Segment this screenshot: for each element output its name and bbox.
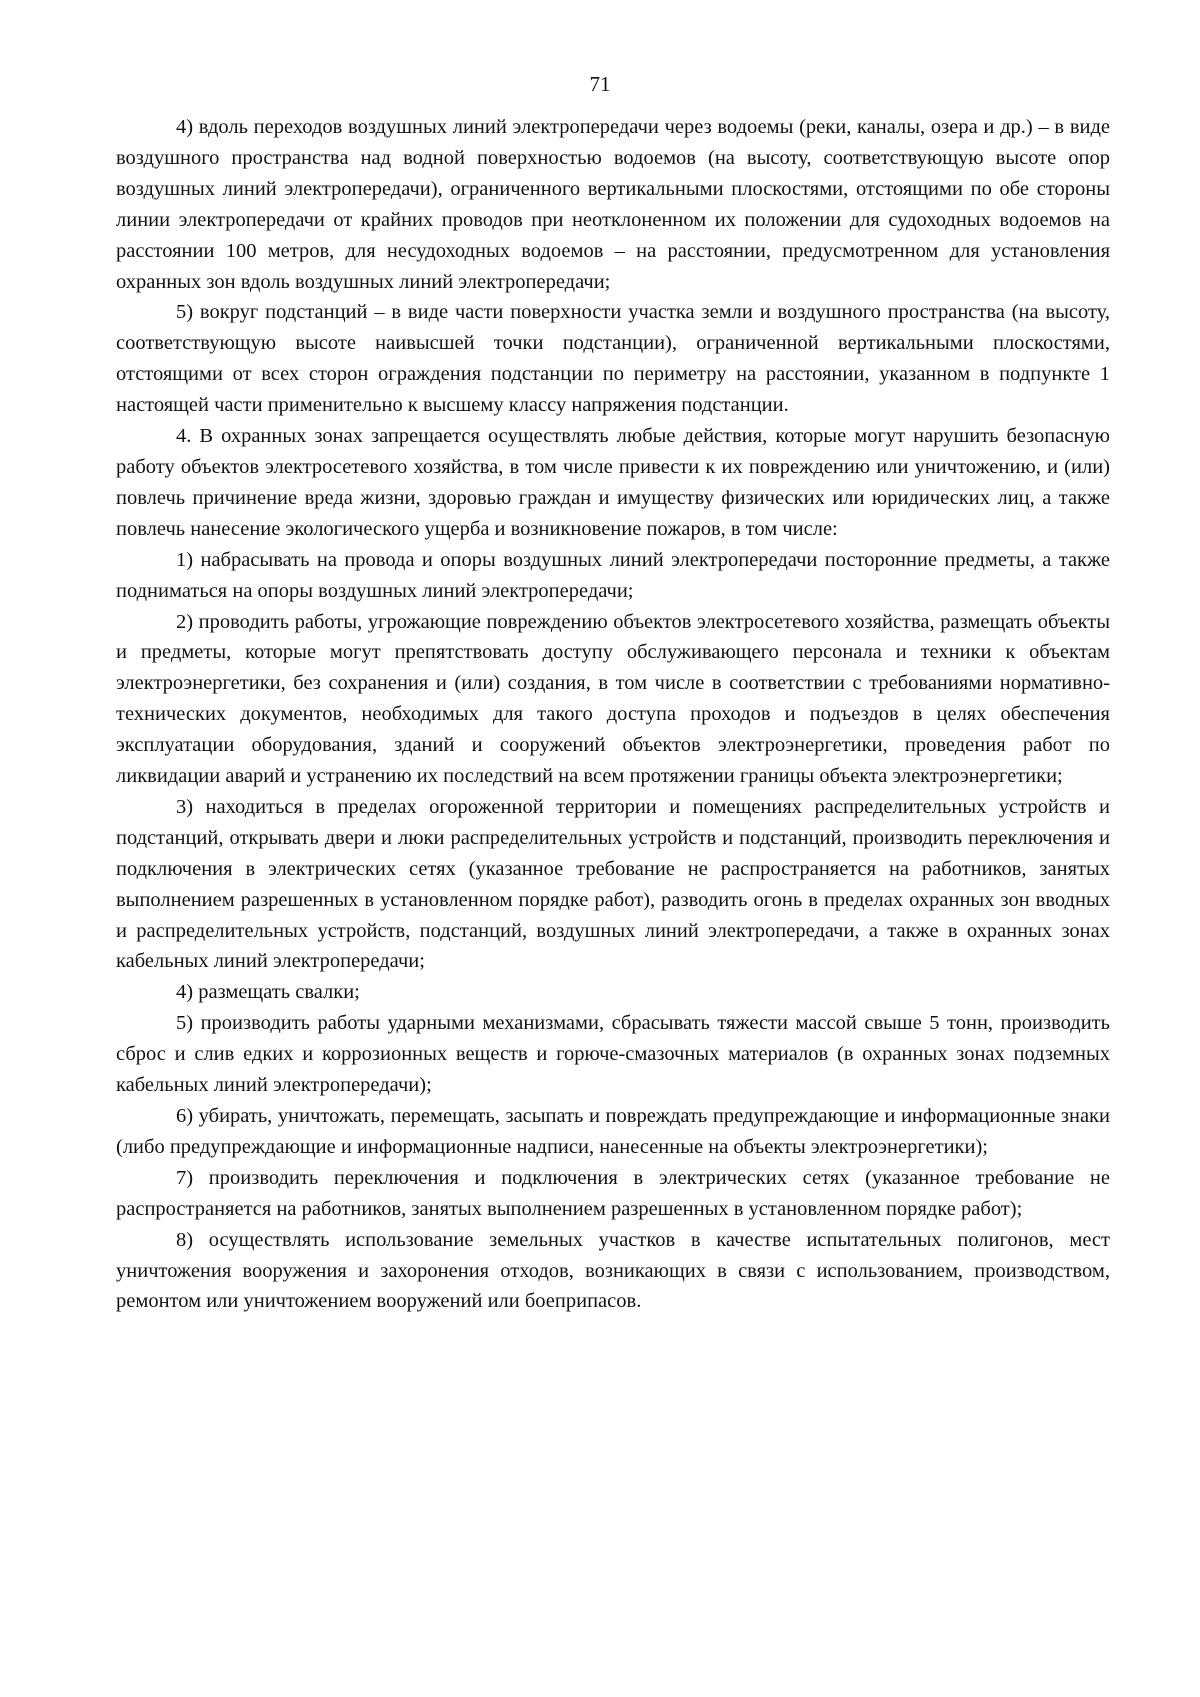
paragraph-prohibition-8: 8) осуществлять использование земельных участков в качестве испытательных полигонов, мест уничтожения вооружения и захоронения отходов, возникающих в связи с использованием, производством, ремонтом или уничтожением вооружений или боеприпасов.	[116, 1228, 1110, 1313]
paragraph-prohibition-2: 2) проводить работы, угрожающие повреждению объектов электросетевого хозяйства, размещать объекты и предметы, которые могут препятствовать доступу обслуживающего персонала и техники к объектам электроэнергетики, без сохранения и (или) создания, в том числе в соответствии с требованиями нормативно-технических документов, необходимых для такого доступа проходов и подъездов в целях обеспечения эксплуатации оборудования, зданий и сооружений объектов электроэнергетики, проведения работ по ликвидации аварий и устранению их последствий на всем протяжении границы объекта электроэнергетики;	[116, 610, 1110, 788]
paragraph-item-5-substations: 5) вокруг подстанций – в виде части поверхности участка земли и воздушного пространства (на высоту, соответствующую высоте наивысшей точки подстанции), ограниченной вертикальными плоскостями, отстоящими от всех сторон ограждения подстанции по периметру на расстоянии, указанном в подпункте 1 настоящей части применительно к высшему классу напряжения подстанции.	[116, 301, 1110, 417]
paragraph-prohibition-6: 6) убирать, уничтожать, перемещать, засыпать и повреждать предупреждающие и информационные знаки (либо предупреждающие и информационные надписи, нанесенные на объекты электроэнергетики);	[116, 1105, 1110, 1158]
paragraph-prohibition-7: 7) производить переключения и подключения в электрических сетях (указанное требование не распространяется на работников, занятых выполнением разрешенных в установленном порядке работ);	[116, 1166, 1110, 1220]
page-number: 71	[589, 72, 611, 96]
paragraph-item-4-water-crossings: 4) вдоль переходов воздушных линий электропередачи через водоемы (реки, каналы, озера и др.) – в виде воздушного пространства над водной поверхностью водоемов (на высоту, соответствующую высоте опор воздушных линий электропередачи), ограниченного вертикальными плоскостями, отстоящими по обе стороны линии электропередачи от крайних проводов при неотклоненном их положении для судоходных водоемов на расстоянии 100 метров, для несудоходных водоемов – на расстоянии, предусмотренном для установления охранных зон вдоль воздушных линий электропередачи;	[116, 116, 1110, 293]
paragraph-prohibition-5: 5) производить работы ударными механизмами, сбрасывать тяжести массой свыше 5 тонн, производить сброс и слив едких и коррозионных веществ и горюче-смазочных материалов (в охранных зонах подземных кабельных линий электропередачи);	[116, 1012, 1110, 1097]
paragraph-prohibition-3: 3) находиться в пределах огороженной территории и помещениях распределительных устройств и подстанций, открывать двери и люки распределительных устройств и подстанций, производить переключения и подключения в электрических сетях (указанное требование не распространяется на работников, занятых выполнением разрешенных в установленном порядке работ), разводить огонь в пределах охранных зон вводных и распределительных устройств, подстанций, воздушных линий электропередачи, а также в охранных зонах кабельных линий электропередачи;	[116, 795, 1110, 973]
paragraph-prohibition-4: 4) размещать свалки;	[176, 981, 360, 1004]
document-body	[116, 112, 1110, 1317]
paragraph-section-4-prohibitions: 4. В охранных зонах запрещается осуществлять любые действия, которые могут нарушить безопасную работу объектов электросетевого хозяйства, в том числе привести к их повреждению или уничтожению, и (или) повлечь причинение вреда жизни, здоровью граждан и имуществу физических или юридических лиц, а также повлечь нанесение экологического ущерба и возникновение пожаров, в том числе:	[116, 425, 1110, 540]
paragraph-prohibition-1: 1) набрасывать на провода и опоры воздушных линий электропередачи посторонние предметы, а также подниматься на опоры воздушных линий электропередачи;	[116, 548, 1110, 602]
